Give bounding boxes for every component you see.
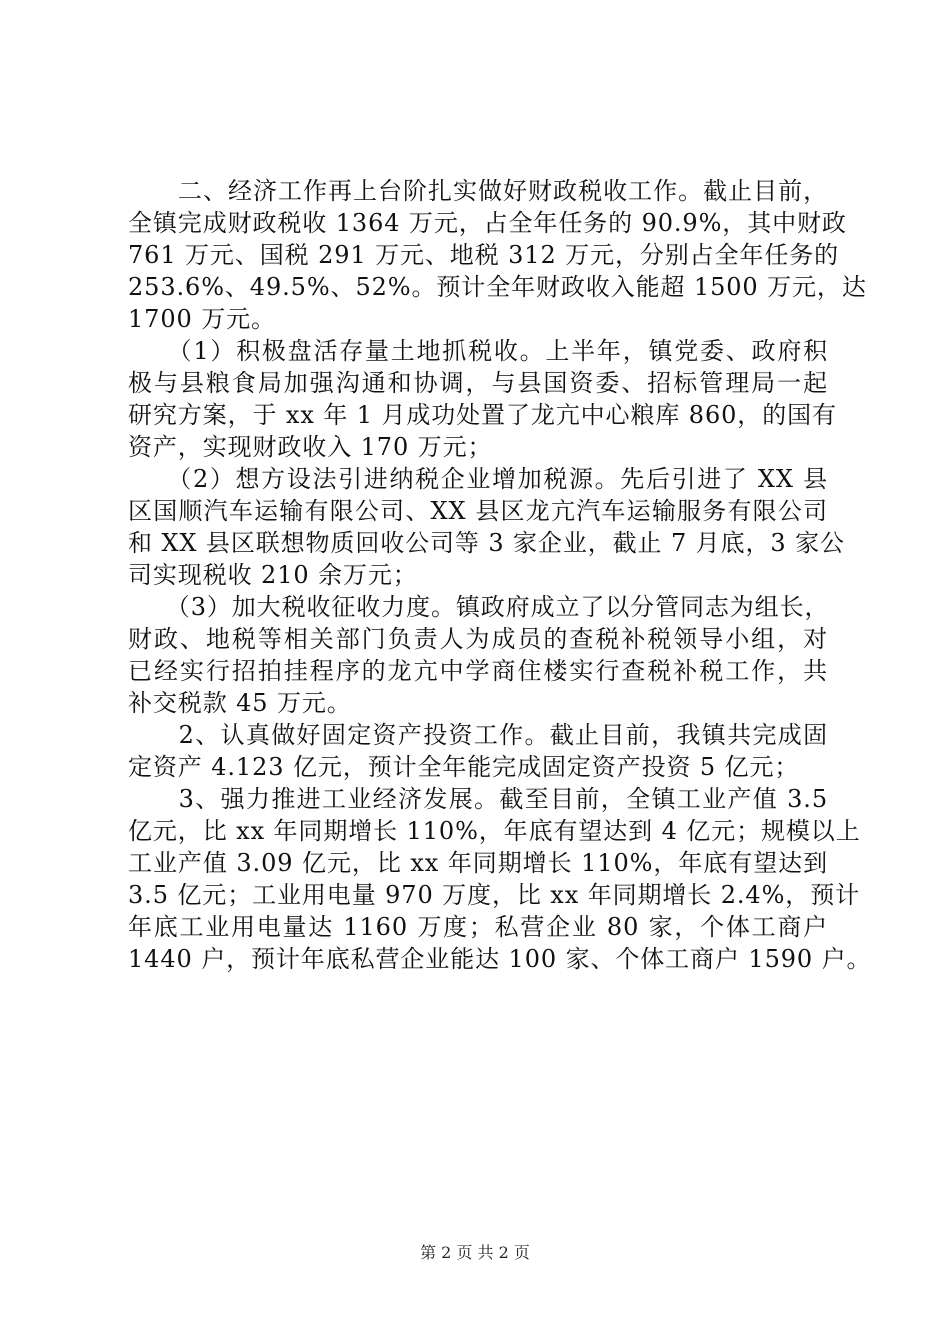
paragraph-line: （1）积极盘活存量土地抓税收。上半年，镇党委、政府积 [128, 337, 828, 365]
paragraph-line: 亿元，比 xx 年同期增长 110%，年底有望达到 4 亿元；规模以上 [128, 817, 861, 845]
paragraph-line: （2）想方设法引进纳税企业增加税源。先后引进了 XX 县 [128, 465, 828, 493]
paragraph-line: 253.6%、49.5%、52%。预计全年财政收入能超 1500 万元，达 [128, 273, 867, 301]
paragraph-line: 年底工业用电量达 1160 万度；私营企业 80 家，个体工商户 [128, 913, 828, 941]
paragraph-line: 1440 户，预计年底私营企业能达 100 家、个体工商户 1590 户。 [128, 945, 872, 973]
paragraph-line: 区国顺汽车运输有限公司、XX 县区龙亢汽车运输服务有限公司 [128, 497, 828, 525]
paragraph-line: 3.5 亿元；工业用电量 970 万度，比 xx 年同期增长 2.4%，预计 [128, 881, 860, 909]
paragraph-line: 工业产值 3.09 亿元，比 xx 年同期增长 110%，年底有望达到 [128, 849, 828, 877]
paragraph-line: 已经实行招拍挂程序的龙亢中学商住楼实行查税补税工作，共 [128, 657, 828, 685]
paragraph-line: 定资产 4.123 亿元，预计全年能完成固定资产投资 5 亿元； [128, 753, 800, 781]
paragraph-line: 3、强力推进工业经济发展。截至目前，全镇工业产值 3.5 [128, 785, 828, 813]
paragraph-line: 二、经济工作再上台阶扎实做好财政税收工作。截止目前， [128, 177, 828, 205]
page-number-footer: 第 2 页 共 2 页 [420, 1243, 530, 1262]
paragraph-line: 和 XX 县区联想物质回收公司等 3 家企业，截止 7 月底，3 家公 [128, 529, 845, 557]
paragraph-line: 资产，实现财政收入 170 万元； [128, 433, 493, 461]
paragraph-line: 司实现税收 210 余万元； [128, 561, 418, 589]
paragraph-line: 全镇完成财政税收 1364 万元，占全年任务的 90.9%，其中财政 [128, 209, 847, 237]
paragraph-line: （3）加大税收征收力度。镇政府成立了以分管同志为组长， [128, 593, 830, 621]
paragraph-line: 补交税款 45 万元。 [128, 689, 352, 717]
paragraph-line: 2、认真做好固定资产投资工作。截止目前，我镇共完成固 [128, 721, 828, 749]
paragraph-line: 761 万元、国税 291 万元、地税 312 万元，分别占全年任务的 [128, 241, 840, 269]
paragraph-line: 财政、地税等相关部门负责人为成员的查税补税领导小组，对 [128, 625, 828, 653]
paragraph-line: 研究方案，于 xx 年 1 月成功处置了龙亢中心粮库 860，的国有 [128, 401, 837, 429]
paragraph-line: 极与县粮食局加强沟通和协调，与县国资委、招标管理局一起 [128, 369, 828, 397]
paragraph-line: 1700 万元。 [128, 305, 276, 333]
